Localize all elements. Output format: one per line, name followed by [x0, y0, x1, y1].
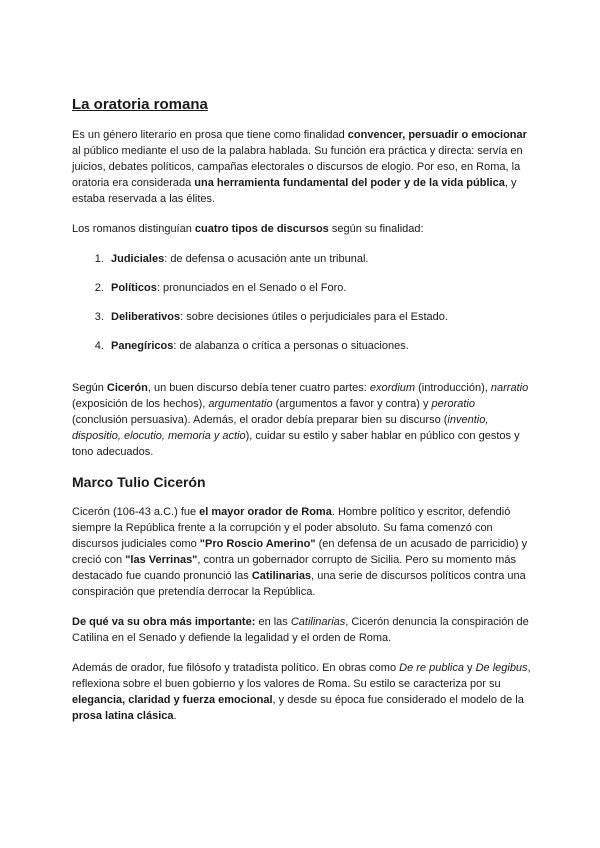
list-item-desc: : pronunciados en el Senado o el Foro. [156, 282, 347, 294]
list-item [107, 309, 532, 325]
intro-paragraph [72, 127, 532, 207]
intro-text-1: Es un género literario en prosa que tiene como finalidad [72, 129, 348, 141]
intro-bold-2: una herramienta fundamental del poder y de la vida pública [194, 177, 505, 189]
bio-bold-4: Catilinarias [251, 570, 312, 582]
obra-text-2: , Cicerón denuncia la conspiración de Catilina en el Senado y defiende la legalidad y el orden de Roma. [72, 616, 529, 644]
legacy-paragraph [72, 660, 532, 724]
parts-text-4: (exposición de los hechos), [72, 398, 209, 410]
bio-bold-3: "las Verrinas" [125, 554, 198, 566]
biography-paragraph [72, 504, 532, 600]
legacy-text-5: . [173, 710, 177, 722]
intro-text-2: al público mediante el uso de la palabra hablada. Su función era práctica y directa: servía en juicios, debates políticos, campañas electorales o discursos de elogio. Por eso, en Roma, la oratoria era considerada [72, 145, 523, 189]
parts-text-2: , un buen discurso debía tener cuatro partes: [147, 382, 370, 394]
bio-text-5: , una serie de discursos políticos contra una conspiración que pretendía derrocar la República. [72, 570, 526, 598]
legacy-italic-1: De re publica [399, 662, 464, 674]
types-intro-text-2: según su finalidad: [328, 223, 424, 235]
parts-italic-1: exordium [369, 382, 416, 394]
legacy-text-1: Además de orador, fue filósofo y tratadista político. En obras como [72, 662, 400, 674]
types-intro-paragraph [72, 221, 532, 237]
parts-italic-4: peroratio [431, 398, 475, 410]
bio-text-2: . Hombre político y escritor, defendió siempre la República frente a la corrupción y el poder absoluto. Su fama comenzó con discursos judiciales como [72, 506, 511, 550]
bio-bold-2: "Pro Roscio Amerino" [199, 538, 316, 550]
obra-text-1: en las [255, 616, 291, 628]
bio-text-1: Cicerón (106-43 a.C.) fue [72, 506, 200, 518]
obra-bold-1: De qué va su obra más importante: [72, 616, 256, 628]
parts-text-5: (argumentos a favor y contra) y [272, 398, 432, 410]
document-body [72, 96, 532, 738]
page-title: La oratoria romana [72, 96, 208, 113]
legacy-text-2: y [463, 662, 476, 674]
legacy-bold-1: elegancia, claridad y fuerza emocional [72, 694, 273, 706]
list-item-term: Deliberativos [111, 311, 181, 323]
parts-text-3: (introducción), [415, 382, 491, 394]
types-intro-text-1: Los romanos distinguían [72, 223, 195, 235]
speech-types-list [72, 251, 532, 354]
legacy-text-3: , reflexiona sobre el buen gobierno y los valores de Roma. Su estilo se caracteriza por su [72, 662, 531, 690]
list-item-desc: : sobre decisiones útiles o perjudiciales para el Estado. [180, 311, 448, 323]
parts-italic-5: inventio, dispositio, elocutio, memoria y actio [72, 414, 489, 442]
intro-text-3: , y estaba reservada a las élites. [72, 177, 517, 205]
list-item-term: Judiciales [111, 253, 165, 265]
list-item [107, 280, 532, 296]
bio-bold-1: el mayor orador de Roma [199, 506, 332, 518]
speech-parts-paragraph [72, 380, 532, 460]
list-item-desc: : de alabanza o crítica a personas o situaciones. [173, 340, 409, 352]
obra-italic-1: Catilinarias [290, 616, 346, 628]
section-heading: Marco Tulio Cicerón [72, 474, 206, 490]
bio-text-3: (en defensa de un acusado de parricidio) y creció con [72, 538, 528, 566]
parts-text-7: ), cuidar su estilo y saber hablar en público con gestos y tono adecuados. [72, 430, 520, 458]
parts-italic-3: argumentatio [208, 398, 273, 410]
list-item [107, 251, 532, 267]
parts-text-1: Según [72, 382, 107, 394]
list-item-term: Políticos [111, 282, 157, 294]
intro-bold-1: convencer, persuadir o emocionar [347, 129, 527, 141]
legacy-bold-2: prosa latina clásica [72, 710, 174, 722]
legacy-text-4: , y desde su época fue considerado el modelo de la [272, 694, 524, 706]
types-intro-bold: cuatro tipos de discursos [194, 223, 329, 235]
list-item-term: Panegíricos [111, 340, 174, 352]
parts-italic-2: narratio [490, 382, 529, 394]
parts-text-6: (conclusión persuasiva). Además, el orador debía preparar bien su discurso ( [72, 414, 448, 426]
list-item [107, 338, 532, 354]
list-item-desc: : de defensa o acusación ante un tribunal. [164, 253, 369, 265]
main-work-paragraph [72, 614, 532, 646]
parts-bold-1: Cicerón [106, 382, 148, 394]
legacy-italic-2: De legibus [475, 662, 528, 674]
bio-text-4: , contra un gobernador corrupto de Sicilia. Pero su momento más destacado fue cuando pronunció las [72, 554, 516, 582]
